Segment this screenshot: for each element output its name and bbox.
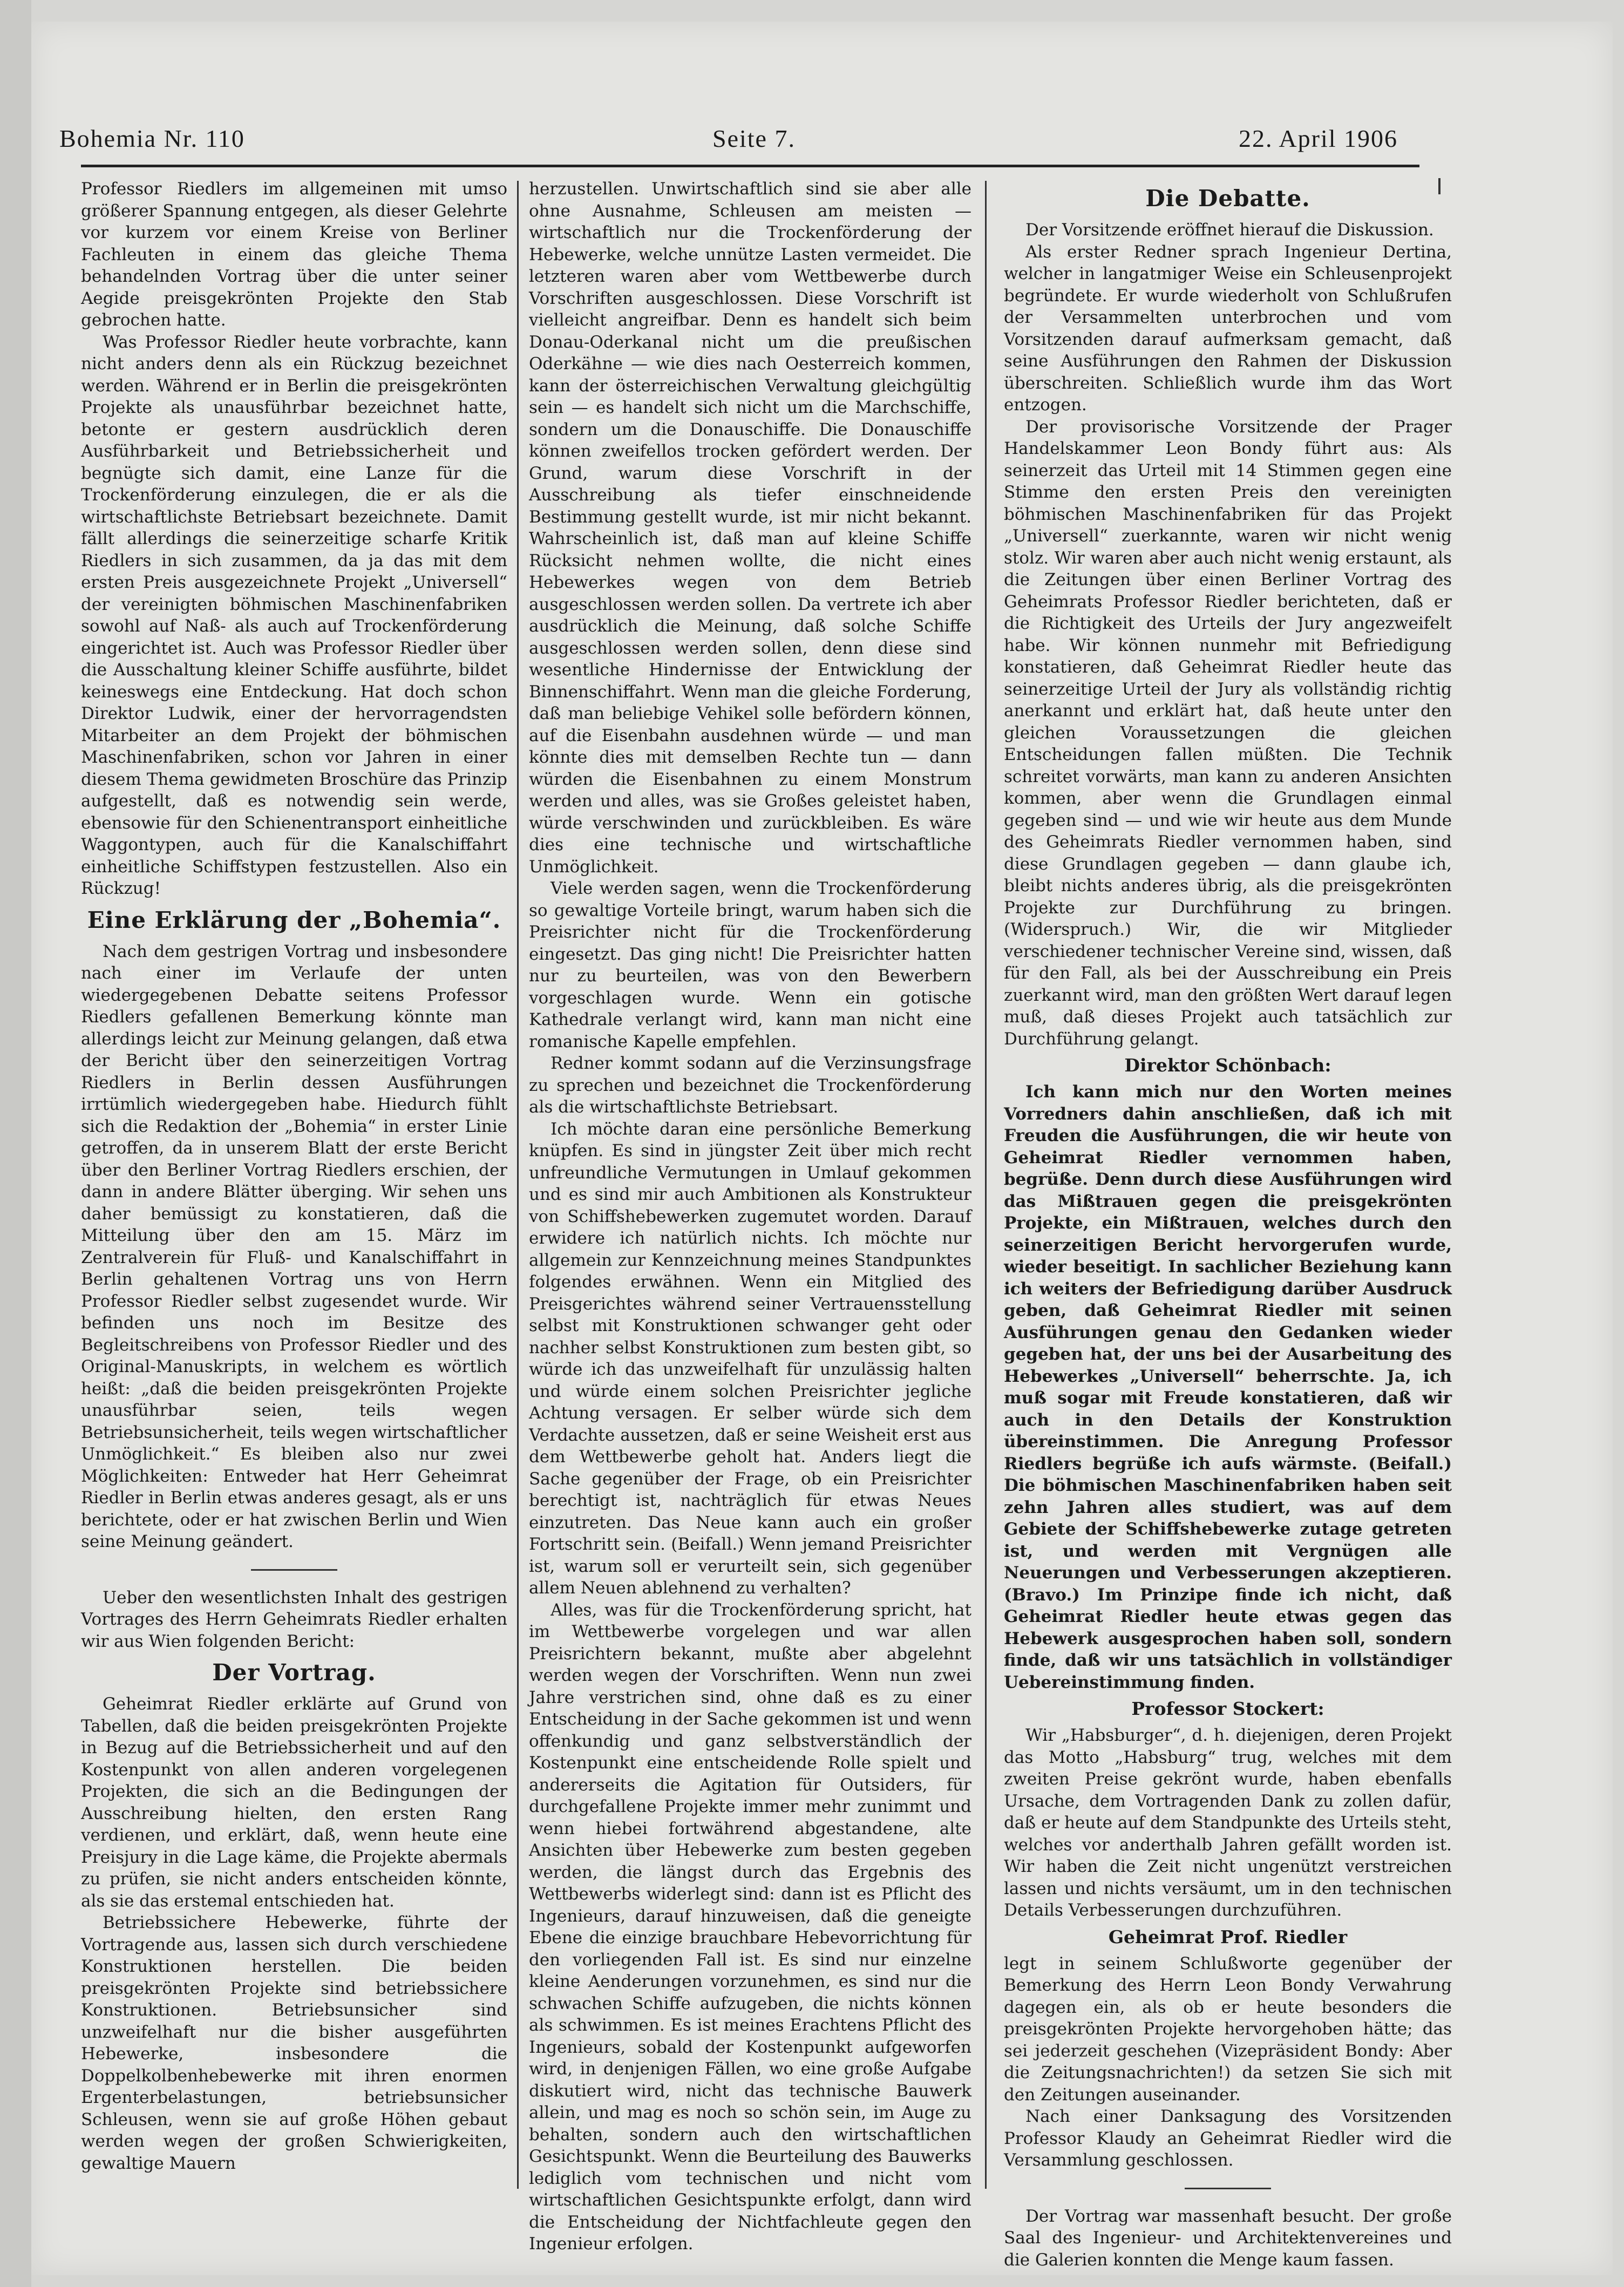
article-paragraph: Nach einer Danksagung des Vorsitzenden Professor Klaudy an Geheimrat Riedler wird die Versammlung geschlossen. <box>1004 2107 1452 2170</box>
article-paragraph: Ueber den wesentlichsten Inhalt des gestrigen Vortrages des Herrn Geheimrats Riedler erhalten wir aus Wien folgenden Bericht: <box>81 1587 507 1651</box>
article-paragraph: Betriebssichere Hebewerke, führte der Vortragende aus, lassen sich durch verschiedene Konstruktionen herstellen. Die beiden preisgekrönten Projekte sind betriebssichere Konstruktionen. Betriebsunsicher sind unzweifelhaft nur die bisher ausgeführten Hebewerke, insbesondere die Doppelkolbenhebewerke mit ihren enormen Ergenterbelastungen, betriebsunsicher Schleusen, wenn sie auf große Höhen gebaut werden wegen der großen Schwierigkeiten, gewaltige Mauern <box>81 1913 507 2173</box>
speaker-heading: Geheimrat Prof. Riedler <box>1108 1926 1348 1947</box>
column-rule-2 <box>985 181 987 2189</box>
column-1 <box>81 178 507 2173</box>
header-rule <box>81 165 1419 167</box>
article-paragraph: Wir „Habsburger“, d. h. diejenigen, deren Projekt das Motto „Habsburg“ trug, welches mit dem zweiten Preise gekrönt wurde, haben ebenfalls Ursache, dem Vortragenden Dank zu zollen dafür, daß er heute auf dem Standpunkte des Urteils steht, welches vor anderthalb Jahren gefällt worden ist. Wir haben die Zeit nicht ungenützt verstreichen lassen und nichts versäumt, um in den technischen Details Verbesserungen durchzuführen. <box>1004 1726 1452 1920</box>
header-page-number: Seite 7. <box>712 125 796 152</box>
header-publication: Bohemia Nr. 110 <box>59 125 245 152</box>
column-rule-1 <box>517 181 519 2189</box>
section-heading: Eine Erklärung der „Bohemia“. <box>87 906 501 933</box>
speaker-heading: Direktor Schönbach: <box>1124 1055 1331 1076</box>
section-heading: Die Debatte. <box>1145 185 1310 212</box>
scan-edge <box>0 0 31 2287</box>
article-paragraph: Der provisorische Vorsitzende der Prager Handelskammer Leon Bondy führt aus: Als seinerzeit das Urteil mit 14 Stimmen gegen eine Stimme den ersten Preis den vereinigten böhmischen Maschinenfabriken für das Projekt „Universell“ zuerkannte, waren wir nicht wenig stolz. Wir waren aber auch nicht wenig erstaunt, als die Zeitungen über einen Berliner Vortrag des Geheimrats Professor Riedler berichteten, daß er die Richtigkeit des Urteils der Jury angezweifelt habe. Wir können nunmehr mit Befriedigung konstatieren, daß Geheimrat Riedler heute das seinerzeitige Urteil der Jury als vollständig richtig anerkannt und erklärt hat, daß heute unter den gleichen Voraussetzungen die gleichen Entscheidungen fallen müßten. Die Technik schreitet vorwärts, man kann zu anderen Ansichten kommen, aber wenn die Grundlagen einmal gegeben sind — und wie wir heute aus dem Munde des Geheimrats Riedler vernommen haben, sind diese Grundlagen gegeben — dann glaube ich, bleibt nichts anderes übrig, als die preisgekrönten Projekte zur Durchführung zu bringen. (Widerspruch.) Wir, die wir Mitglieder verschiedener technischer Vereine sind, wissen, daß für den Fall, als bei der Ausschreibung ein Preis zuerkannt wird, man den größten Wert darauf legen muß, daß dieses Projekt auch tatsächlich zur Durchführung gelangt. <box>1004 417 1452 1049</box>
separator-rule <box>251 1569 337 1571</box>
column-2 <box>529 178 971 2254</box>
article-paragraph: Redner kommt sodann auf die Verzinsungsfrage zu sprechen und bezeichnet die Trockenförderung als die wirtschaftlichste Betriebsart. <box>529 1054 971 1117</box>
column-3 <box>1004 178 1452 2270</box>
article-paragraph: Was Professor Riedler heute vorbrachte, kann nicht anders denn als ein Rückzug bezeichnet werden. Während er in Berlin die preisgekrönten Projekte als unausführbar bezeichnet hatte, betonte er gestern ausdrücklich deren Ausführbarkeit und Betriebssicherheit und begnügte sich damit, eine Lanze für die Trockenförderung einzulegen, die er als die wirtschaftlichste Betriebsart bezeichnete. Damit fällt allerdings die seinerzeitige scharfe Kritik Riedlers in sich zusammen, da ja das mit dem ersten Preis ausgezeichnete Projekt „Universell“ der vereinigten böhmischen Maschinenfabriken sowohl auf Naß- als auch auf Trockenförderung eingerichtet ist. Auch was Professor Riedler über die Ausschaltung kleiner Schiffe ausführte, bildet keineswegs eine Entdeckung. Hat doch schon Direktor Ludwik, einer der hervorragendsten Mitarbeiter an dem Projekt der böhmischen Maschinenfabriken, schon vor Jahren in einer diesem Thema gewidmeten Broschüre das Prinzip aufgestellt, daß es notwendig sein werde, ebensowie für den Schienentransport einheitliche Waggontypen, auch für die Kanalschiffahrt einheitliche Schiffstypen festzustellen. Also ein Rückzug! <box>81 332 507 898</box>
article-paragraph: Als erster Redner sprach Ingenieur Dertina, welcher in langatmiger Weise ein Schleusenprojekt begründete. Er wurde wiederholt von Schlußrufen der Versammelten unterbrochen und vom Vorsitzenden darauf aufmerksam gemacht, daß seine Ausführungen den Rahmen der Diskussion überschreiten. Schließlich wurde ihm das Wort entzogen. <box>1004 242 1452 415</box>
article-paragraph: legt in seinem Schlußworte gegenüber der Bemerkung des Herrn Leon Bondy Verwahrung dagegen ein, als ob er heute besonders die preisgekrönten Projekte hervorgehoben hätte; das sei jederzeit geschehen (Vizepräsident Bondy: Aber die Zeitungsnachrichten!) da setzen Sie sich mit den Zeitungen auseinander. <box>1004 1953 1452 2105</box>
header-date: 22. April 1906 <box>1238 125 1398 152</box>
article-paragraph: Professor Riedlers im allgemeinen mit umso größerer Spannung entgegen, als dieser Gelehrte vor kurzem vor einem Kreise von Berliner Fachleuten in einem das gleiche Thema behandelnden Vortrag über die unter seiner Aegide preisgekrönten Projekte den Stab gebrochen hatte. <box>81 179 507 330</box>
section-heading: Der Vortrag. <box>212 1659 376 1686</box>
article-paragraph: Der Vorsitzende eröffnet hierauf die Diskussion. <box>1025 220 1434 240</box>
article-paragraph: herzustellen. Unwirtschaftlich sind sie aber alle ohne Ausnahme, Schleusen am meisten — wirtschaftlich nur die Trockenförderung der Hebewerke, welche unnütze Lasten vermeidet. Die letzteren waren aber vom Wettbewerbe durch Vorschriften ausgeschlossen. Diese Vorschrift ist vielleicht angreifbar. Denn es handelt sich beim Donau-Oderkanal nicht um die preußischen Oderkähne — wie dies nach Oesterreich kommen, kann der österreichischen Verwaltung gleichgültig sein — es handelt sich nicht um die Marchschiffe, sondern um die Donauschiffe. Die Donauschiffe können zweifellos trocken gefördert werden. Der Grund, warum diese Vorschrift in der Ausschreibung als tiefer einschneidende Bestimmung gestellt wurde, ist mir nicht bekannt. Wahrscheinlich ist, daß man auf kleine Schiffe Rücksicht nehmen wollte, die nicht eines Hebewerkes wegen von dem Betrieb ausgeschlossen werden sollen. Da vertrete ich aber ausdrücklich die Meinung, daß solche Schiffe ausgeschlossen werden sollen, denn diese sind wesentliche Hindernisse der Entwicklung der Binnenschiffahrt. Wenn man die gleiche Forderung, daß man beliebige Vehikel solle befördern können, auf die Eisenbahn ausdehnen würde — und man könnte dies mit demselben Rechte tun — dann würden die Eisenbahnen zu einem Monstrum werden und alles, was sie Großes geleistet haben, würde verschwinden und zurückbleiben. Es wäre dies eine technische und wirtschaftliche Unmöglichkeit. <box>529 179 971 877</box>
article-paragraph: Ich möchte daran eine persönliche Bemerkung knüpfen. Es sind in jüngster Zeit über mich recht unfreundliche Vermutungen in Umlauf gekommen und es sind mir auch Ambitionen als Konstrukteur von Schiffshebewerken zugemutet worden. Darauf erwidere ich natürlich nichts. Ich möchte nur allgemein zur Kennzeichnung meines Standpunktes folgendes erwähnen. Wenn ein Mitglied des Preisgerichtes während seiner Vertrauensstellung selbst mit Konstruktionen schwanger geht oder nachher selbst Konstruktionen zum besten gibt, so würde ich das unzweifelhaft für unzulässig halten und würde einem solchen Preisrichter jegliche Achtung versagen. Er selber würde sich dem Verdachte aussetzen, daß er seine Weisheit erst aus dem Wettbewerbe geholt hat. Anders liegt die Sache gegenüber der Frage, ob ein Preisrichter berechtigt ist, nachträglich für etwas Neues einzutreten. Das Neue kann auch ein großer Fortschritt sein. (Beifall.) Wenn jemand Preisrichter ist, warum soll er verurteilt sein, sich gegenüber allem Neuen ablehnend zu verhalten? <box>529 1119 971 1598</box>
article-paragraph: Geheimrat Riedler erklärte auf Grund von Tabellen, daß die beiden preisgekrönten Projekte in Bezug auf die Betriebssicherheit und auf den Kostenpunkt von allen anderen vorgelegenen Projekten, die sich an die Bedingungen der Ausschreibung hielten, den ersten Rang verdienen, und erklärt, daß, wenn heute eine Preisjury in die Lage käme, die Projekte abermals zu prüfen, sie nicht anders entscheiden könnte, als sie das erstemal entschieden hat. <box>81 1694 507 1911</box>
article-paragraph: Nach dem gestrigen Vortrag und insbesondere nach einer im Verlaufe der unten wiedergegebenen Debatte seitens Professor Riedlers gefallenen Bemerkung könnte man allerdings leicht zur Meinung gelangen, daß etwa der Bericht über den seinerzeitigen Vortrag Riedlers in Berlin dessen Ausführungen irrtümlich wiedergegeben habe. Hiedurch fühlt sich die Redaktion der „Bohemia“ in erster Linie getroffen, da in unserem Blatt der erste Bericht über den Berliner Vortrag Riedlers erschien, der dann in andere Blätter überging. Wir sehen uns daher bemüssigt zu konstatieren, daß die Mitteilung über den am 15. März im Zentralverein für Fluß- und Kanalschiffahrt in Berlin gehaltenen Vortrag uns von Herrn Professor Riedler selbst zugesendet wurde. Wir befinden uns noch im Besitze des Begleitschreibens von Professor Riedler und des Original-Manuskripts, in welchem es wörtlich heißt: „daß die beiden preisgekrönten Projekte unausführbar seien, teils wegen Betriebsunsicherheit, teils wegen wirtschaftlicher Unmöglichkeit.“ Es bleiben also nur zwei Möglichkeiten: Entweder hat Herr Geheimrat Riedler in Berlin etwas anderes gesagt, als er uns berichtete, oder er hat zwischen Berlin und Wien seine Meinung geändert. <box>81 941 507 1551</box>
page-header <box>59 124 1398 167</box>
separator-rule <box>1185 2188 1271 2189</box>
speaker-heading: Professor Stockert: <box>1131 1698 1324 1719</box>
article-paragraph: Ich kann mich nur den Worten meines Vorredners dahin anschließen, daß ich mit Freuden die Ausführungen, die wir heute von Geheimrat Riedler vernommen haben, begrüße. Denn durch diese Ausführungen wird das Mißtrauen gegen die preisgekrönten Projekte, ein Mißtrauen, welches durch den seinerzeitigen Bericht hervorgerufen wurde, wieder beseitigt. In sachlicher Beziehung kann ich weiters der Befriedigung darüber Ausdruck geben, daß Geheimrat Riedler mit seinen Ausführungen genau den Gedanken wieder gegeben hat, der uns bei der Ausarbeitung des Hebewerkes „Universell“ beherrschte. Ja, ich muß sogar mit Freude konstatieren, daß wir auch in den Details der Konstruktion übereinstimmen. Die Anregung Professor Riedlers begrüße ich aufs wärmste. (Beifall.) Die böhmischen Maschinenfabriken haben seit zehn Jahren alles studiert, was auf dem Gebiete der Schiffshebewerke zutage getreten ist, und werden mit Vergnügen alle Neuerungen und Verbesserungen akzeptieren. (Bravo.) Im Prinzipe finde ich nicht, daß Geheimrat Riedler heute etwas gegen das Hebewerk ausgesprochen haben soll, sondern finde, daß wir uns tatsächlich in vollständiger Uebereinstimmung finden. <box>1004 1082 1452 1692</box>
article-paragraph: Viele werden sagen, wenn die Trockenförderung so gewaltige Vorteile bringt, warum haben sich die Preisrichter nicht für die Trockenförderung eingesetzt. Das ging nicht! Die Preisrichter hatten nur zu beurteilen, was von den Bewerbern vorgeschlagen wurde. Wenn ein gotische Kathedrale verlangt wird, kann man nicht eine romanische Kapelle empfehlen. <box>529 879 971 1051</box>
article-paragraph: Der Vortrag war massenhaft besucht. Der große Saal des Ingenieur- und Architektenvereines und die Galerien konnten die Menge kaum fassen. <box>1004 2206 1452 2270</box>
article-paragraph: Alles, was für die Trockenförderung spricht, hat im Wettbewerbe vorgelegen und war allen Preisrichtern bekannt, mußte aber abgelehnt werden wegen der Vorschriften. Wenn nun zwei Jahre verstrichen sind, ohne daß es zu einer Entscheidung in der Sache gekommen ist und wenn offenkundig und ganz selbstverständlich der Kostenpunkt eine entscheidende Rolle spielt und andererseits die Agitation für Outsiders, für durchgefallene Projekte immer mehr zunimmt und wenn hiebei fortwährend abgestandene, alte Ansichten über Hebewerke zum besten gegeben werden, die längst durch das Ergebnis des Wettbewerbs widerlegt sind: dann ist es Pflicht des Ingenieurs, darauf hinzuweisen, daß die geneigte Ebene die einzige brauchbare Hebevorrichtung für den vorliegenden Fall ist. Es sind nur einzelne kleine Aenderungen vorzunehmen, es sind nur die schwachen Schiffe aufzugeben, die nichts können als schwimmen. Es ist meines Erachtens Pflicht des Ingenieurs, sobald der Kostenpunkt aufgeworfen wird, in denjenigen Fällen, wo eine große Aufgabe diskutiert wird, nicht das technische Bauwerk allein, und mag es noch so schön sein, im Auge zu behalten, sondern auch den wirtschaftlichen Gesichtspunkt. Wenn die Beurteilung des Bauwerks lediglich vom technischen und nicht vom wirtschaftlichen Gesichtspunkte erfolgt, dann wird die Entscheidung der Nichtfachleute gegen den Ingenieur erfolgen. <box>529 1600 971 2254</box>
